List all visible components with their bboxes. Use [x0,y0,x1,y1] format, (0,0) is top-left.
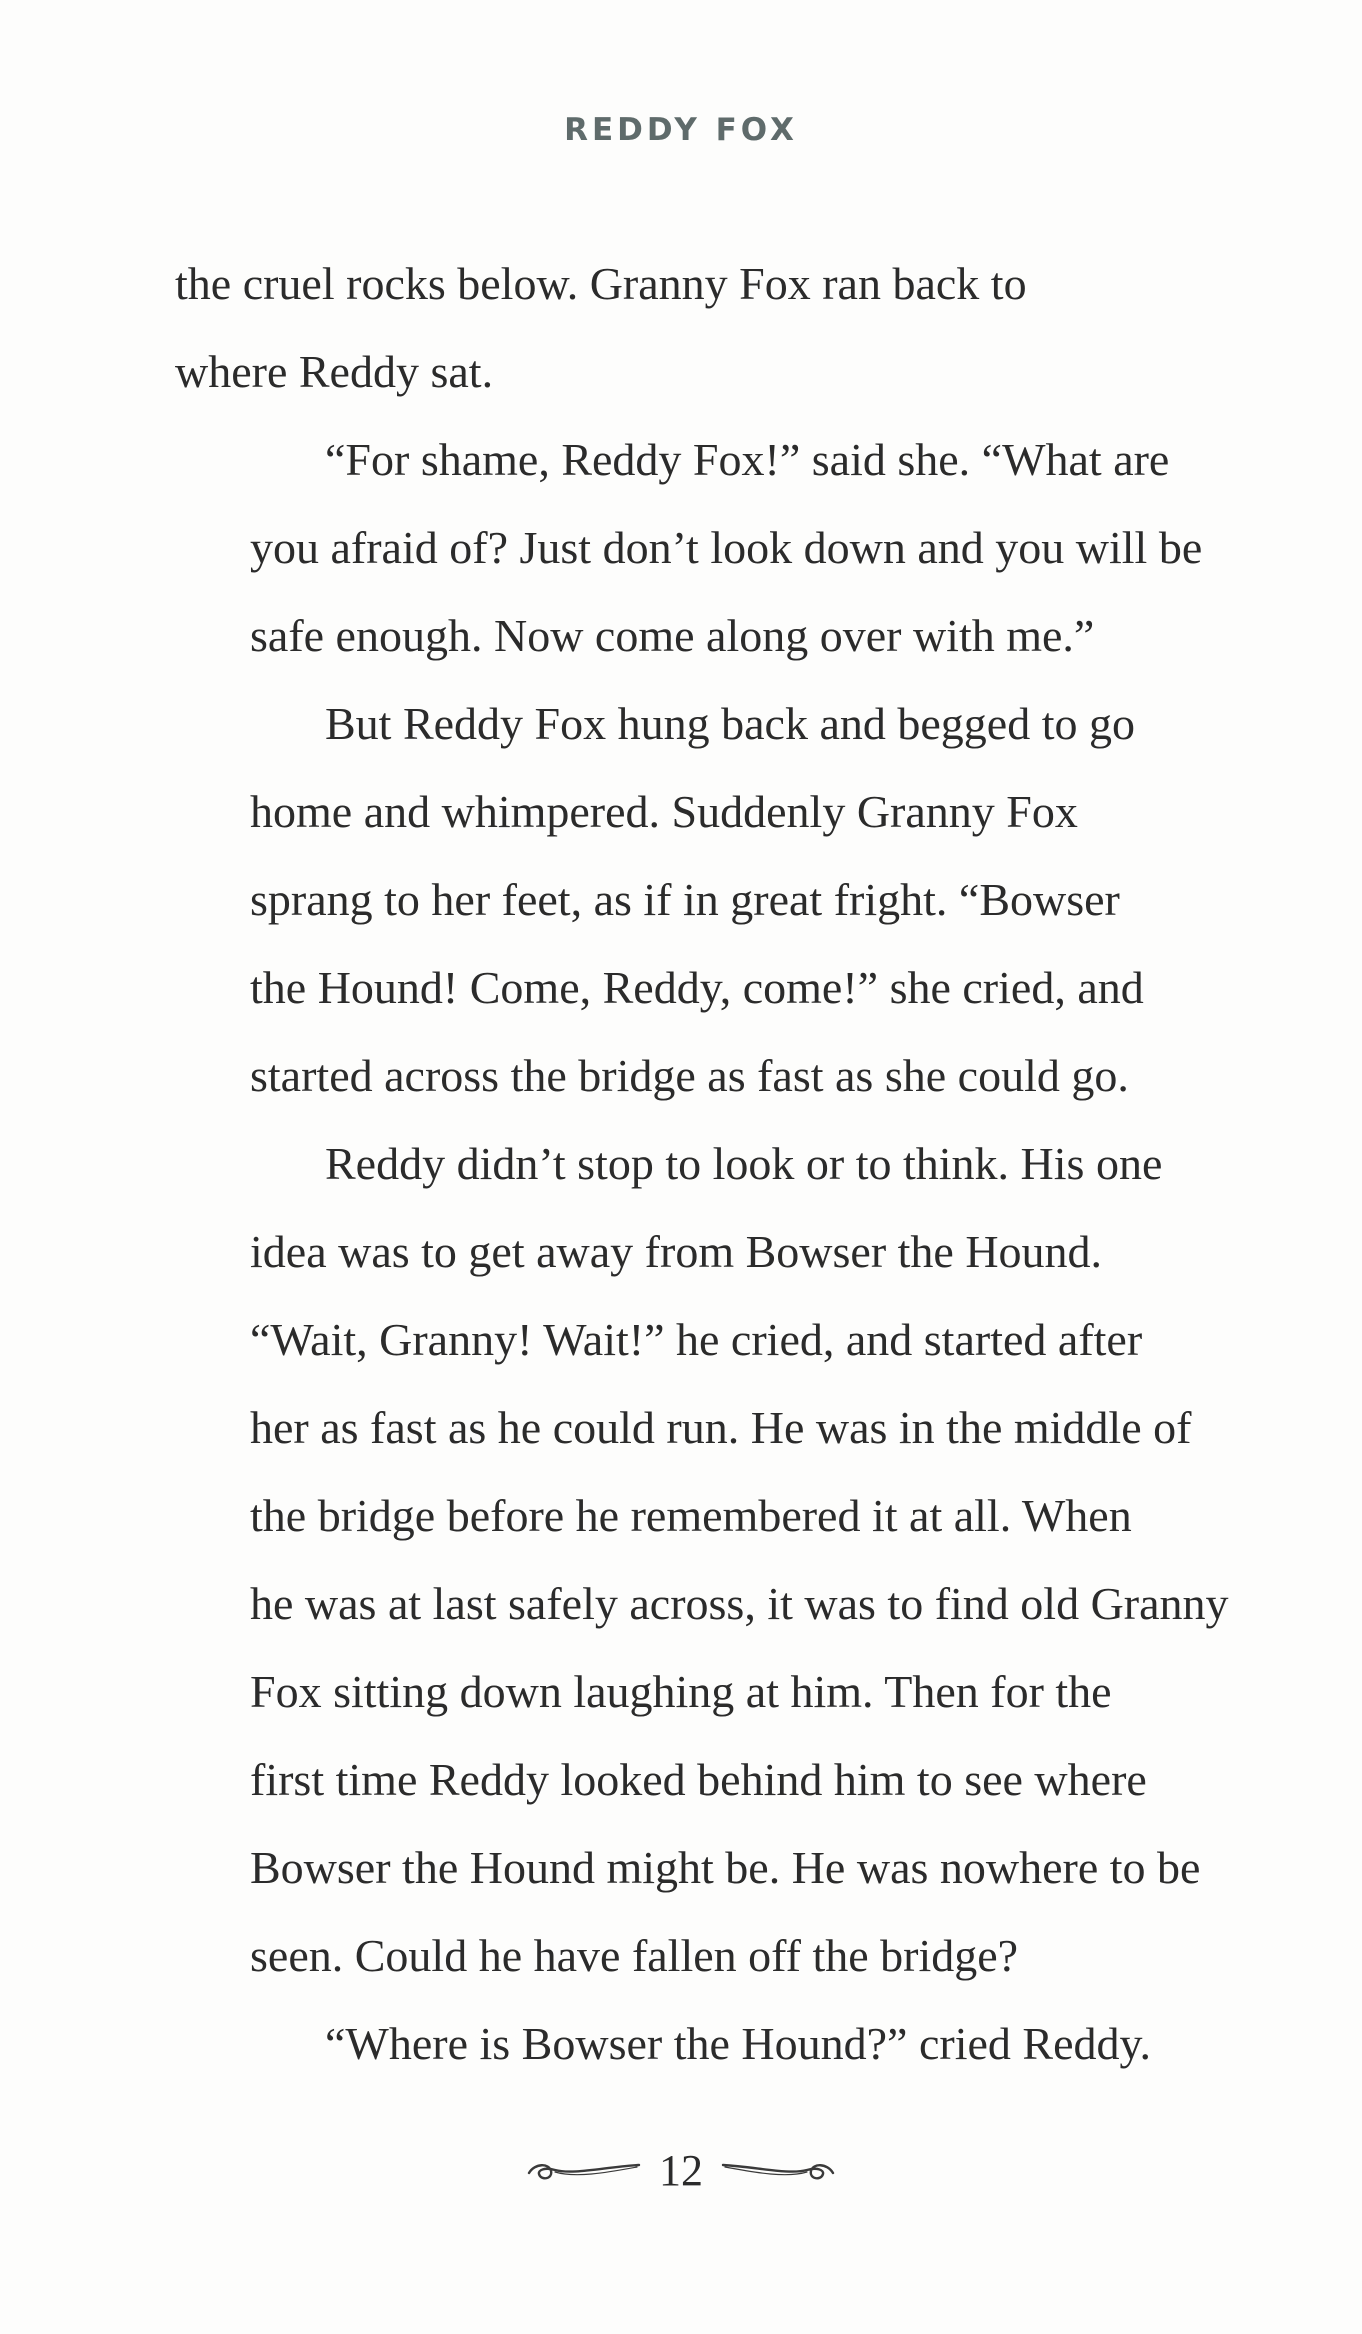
text-line: “Wait, Granny! Wait!” he cried, and started after [250,1314,1143,1365]
text-line: her as fast as he could run. He was in the middle of [250,1402,1192,1453]
text-line: Fox sitting down laughing at him. Then for the [250,1666,1112,1717]
text-line: sprang to her feet, as if in great fright. “Bowser [250,874,1120,925]
text-line: first time Reddy looked behind him to see where [250,1754,1147,1805]
text-line: home and whimpered. Suddenly Granny Fox [250,786,1078,837]
text-line: “For shame, Reddy Fox!” said she. “What are [325,434,1170,485]
text-line: you afraid of? Just don’t look down and you will be [250,522,1203,573]
text-line: “Where is Bowser the Hound?” cried Reddy. [325,2018,1152,2069]
page-footer [0,2140,1362,2200]
paragraph [175,680,1305,1120]
text-line: seen. Could he have fallen off the bridge? [250,1930,1019,1981]
text-line: the Hound! Come, Reddy, come!” she cried, and [250,962,1144,1013]
text-line: the bridge before he remembered it at all. When [250,1490,1132,1541]
text-line: idea was to get away from Bowser the Hound. [250,1226,1103,1277]
paragraph [175,2000,1305,2088]
running-head: REDDY FOX [564,112,798,148]
paragraph [175,240,1305,416]
text-line: where Reddy sat. [175,346,494,397]
right-flourish-icon [719,2153,837,2187]
text-line: started across the bridge as fast as she could go. [250,1050,1129,1101]
page-number: 12 [659,2145,703,2195]
text-line: the cruel rocks below. Granny Fox ran back to [175,258,1027,309]
text-line: Reddy didn’t stop to look or to think. His one [325,1138,1163,1189]
paragraph [175,416,1305,680]
text-line: safe enough. Now come along over with me.” [250,610,1095,661]
paragraph [175,1120,1305,2000]
body-text [175,240,1305,2088]
text-line: Bowser the Hound might be. He was nowhere to be [250,1842,1201,1893]
left-flourish-icon [525,2153,643,2187]
text-line: But Reddy Fox hung back and begged to go [325,698,1136,749]
text-line: he was at last safely across, it was to find old Granny [250,1578,1229,1629]
